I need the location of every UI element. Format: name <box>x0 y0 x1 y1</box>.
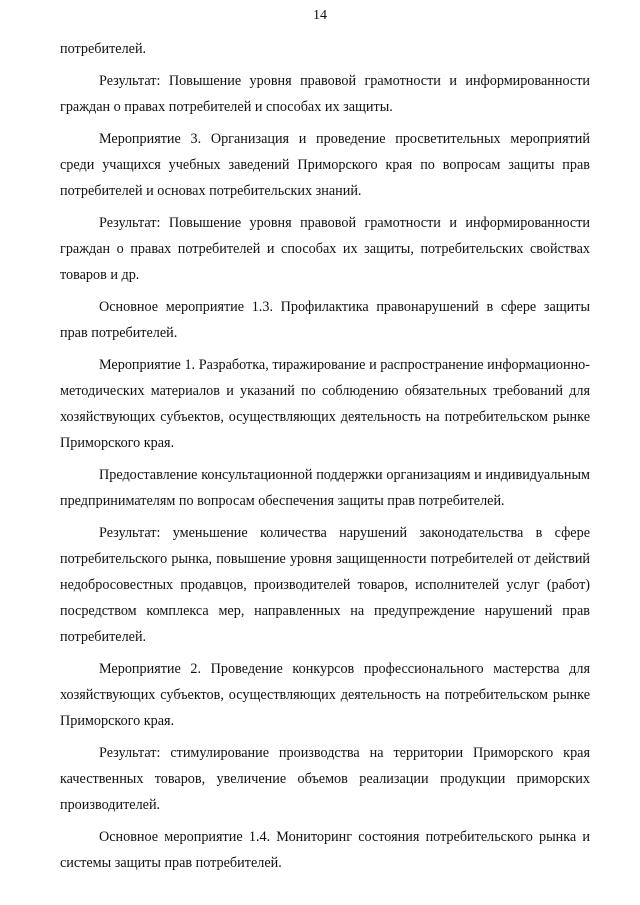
paragraph-result: Результат: стимулирование производства на территории Приморского края качественных товаров, увеличение объемов реализации продукции приморских производителей. <box>60 745 590 813</box>
document-body <box>60 36 590 882</box>
paragraph-activity-1: Мероприятие 1. Разработка, тиражирование и распространение информационно-методических материалов и указаний по соблюдению обязательных требований для хозяйствующих субъектов, осуществляющих деятельность на потребительском рынке Приморского края. <box>60 357 590 451</box>
page-number: 14 <box>313 8 327 23</box>
paragraph-continuation: потребителей. <box>60 41 147 57</box>
paragraph-result: Результат: Повышение уровня правовой грамотности и информированности граждан о правах потребителей и способах их защиты, потребительских свойствах товаров и др. <box>60 215 590 283</box>
paragraph-result: Результат: уменьшение количества нарушений законодательства в сфере потребительского рынка, повышение уровня защищенности потребителей от действий недобросовестных продавцов, производителей товаров, исполнителей услуг (работ) посредством комплекса мер, направленных на предупреждение нарушений прав потребителей. <box>60 525 590 645</box>
paragraph-main-activity-1-4: Основное мероприятие 1.4. Мониторинг состояния потребительского рынка и системы защиты прав потребителей. <box>60 829 590 871</box>
paragraph-activity-3: Мероприятие 3. Организация и проведение просветительных мероприятий среди учащихся учебных заведений Приморского края по вопросам защиты прав потребителей и основах потребительских знаний. <box>60 131 590 199</box>
paragraph-main-activity-1-3: Основное мероприятие 1.3. Профилактика правонарушений в сфере защиты прав потребителей. <box>60 299 590 341</box>
paragraph-result: Результат: Повышение уровня правовой грамотности и информированности граждан о правах потребителей и способах их защиты. <box>60 73 590 115</box>
paragraph-consulting-support: Предоставление консультационной поддержки организациям и индивидуальным предпринимателям по вопросам обеспечения защиты прав потребителей. <box>60 467 590 509</box>
paragraph-activity-2: Мероприятие 2. Проведение конкурсов профессионального мастерства для хозяйствующих субъектов, осуществляющих деятельность на потребительском рынке Приморского края. <box>60 661 590 729</box>
